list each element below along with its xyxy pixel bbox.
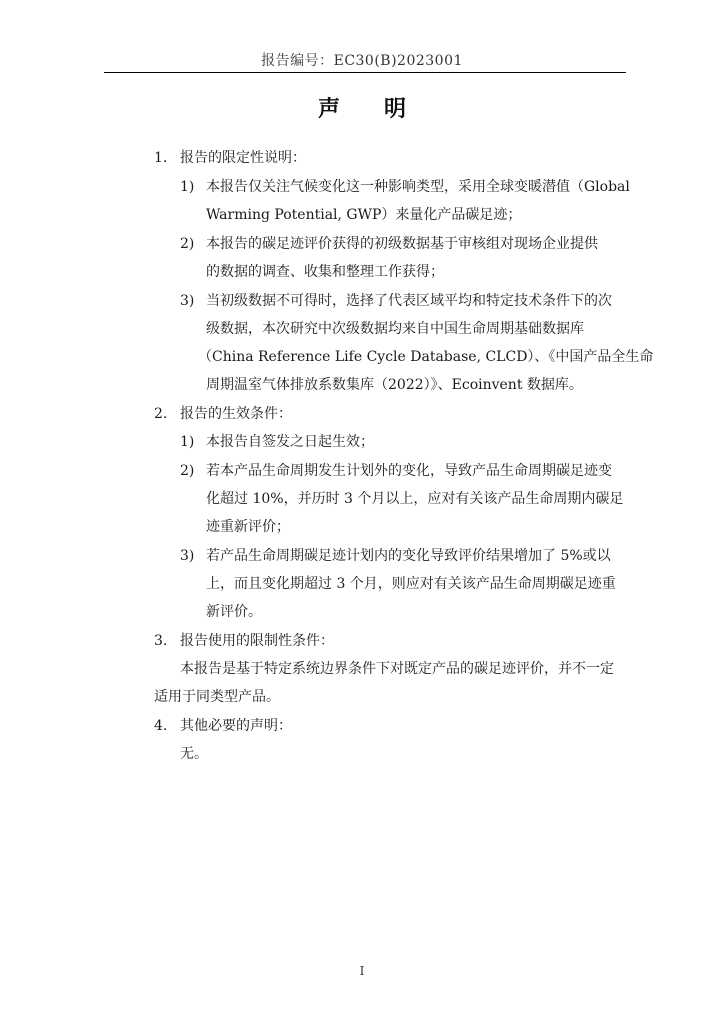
section-number: 4. bbox=[154, 718, 168, 734]
paragraph-line: 无。 bbox=[180, 746, 208, 762]
item-line: 本报告仅关注气候变化这一种影响类型，采用全球变暖潜值（Global bbox=[206, 179, 630, 195]
item-line: 化超过 10%，并历时 3 个月以上，应对有关该产品生命周期内碳足 bbox=[206, 491, 624, 507]
item-line: 级数据，本次研究中次级数据均来自中国生命周期基础数据库 bbox=[206, 321, 584, 337]
item-line: Warming Potential, GWP）来量化产品碳足迹； bbox=[206, 207, 522, 223]
section-number: 3. bbox=[154, 633, 168, 649]
page-number: I bbox=[359, 964, 365, 978]
item-number: 2) bbox=[180, 463, 195, 479]
item-line: 新评价。 bbox=[206, 604, 262, 620]
section-number: 1. bbox=[154, 150, 168, 166]
paragraph-line: 本报告是基于特定系统边界条件下对既定产品的碳足迹评价，并不一定 bbox=[180, 661, 614, 677]
item-line: 本报告自签发之日起生效； bbox=[206, 434, 374, 450]
paragraph-line: 适用于同类型产品。 bbox=[154, 689, 280, 705]
item-line: 上，而且变化期超过 3 个月，则应对有关该产品生命周期碳足迹重 bbox=[206, 576, 616, 592]
header-divider bbox=[104, 72, 626, 73]
item-line: 迹重新评价； bbox=[206, 519, 290, 535]
item-number: 3) bbox=[180, 293, 195, 309]
section-heading: 报告的生效条件： bbox=[180, 406, 292, 422]
item-number: 1) bbox=[180, 179, 195, 195]
item-number: 2) bbox=[180, 236, 195, 252]
section-heading: 其他必要的声明： bbox=[180, 718, 292, 734]
section-number: 2. bbox=[154, 406, 168, 422]
title-char-2: 明 bbox=[384, 96, 407, 122]
item-number: 3) bbox=[180, 548, 195, 564]
item-line: 当初级数据不可得时，选择了代表区域平均和特定技术条件下的次 bbox=[206, 293, 612, 309]
item-line: 周期温室气体排放系数集库（2022）》、Ecoinvent 数据库。 bbox=[206, 377, 583, 393]
item-line: 若本产品生命周期发生计划外的变化，导致产品生命周期碳足迹变 bbox=[206, 463, 612, 479]
item-line: 本报告的碳足迹评价获得的初级数据基于审核组对现场企业提供 bbox=[206, 236, 598, 252]
section-heading: 报告使用的限制性条件： bbox=[180, 633, 334, 649]
page-title bbox=[0, 92, 724, 123]
report-number-header: 报告编号：EC30(B)2023001 bbox=[261, 53, 463, 69]
title-char-1: 声 bbox=[317, 96, 340, 122]
item-line: 的数据的调查、收集和整理工作获得； bbox=[206, 264, 444, 280]
item-line: （China Reference Life Cycle Database, CLCD）、《中国产品全生命 bbox=[198, 349, 654, 365]
item-line: 若产品生命周期碳足迹计划内的变化导致评价结果增加了 5%或以 bbox=[206, 548, 611, 564]
section-heading: 报告的限定性说明： bbox=[180, 150, 306, 166]
item-number: 1) bbox=[180, 434, 195, 450]
